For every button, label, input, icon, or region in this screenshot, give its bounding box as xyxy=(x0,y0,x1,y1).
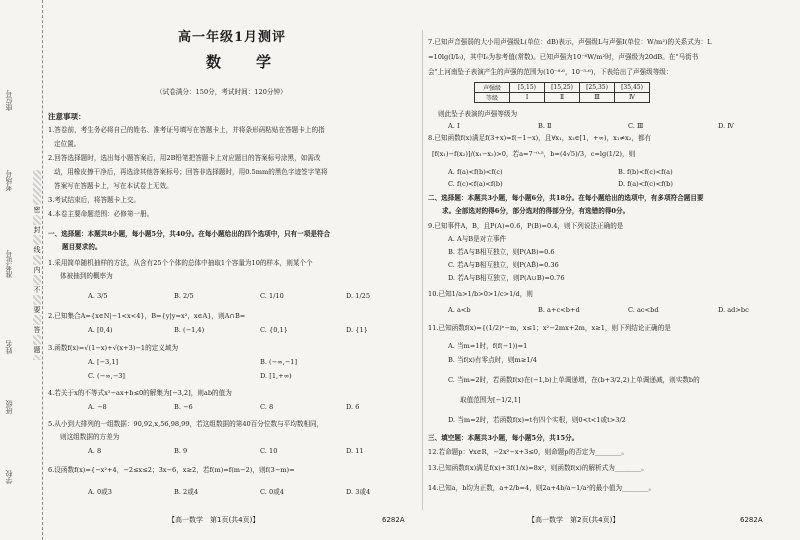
table-cell: Ⅱ xyxy=(545,93,580,103)
question-11-text: 11.已知函数f(x)={(1/2)ˣ−m，x≤1；x²−2mx+2m，x≥1，则下列结论正确的是 xyxy=(428,324,671,332)
table-cell: [5,15) xyxy=(510,83,545,93)
table-row xyxy=(475,83,650,93)
footer-code-2: 6282A xyxy=(740,516,763,524)
q2-option-d: D. {1} xyxy=(346,326,368,334)
question-7-text: 会"上河南坠子表演产生的声强的范围为(10⁻⁸·⁶，10⁻⁵·⁶)，下表给出了声强级等级： xyxy=(428,68,673,76)
notice-line: 2.回答选择题时，选出每小题答案后，用2B铅笔把答题卡上对应题目的答案标号涂黑，如需改 xyxy=(48,154,321,162)
question-12-text: 12.若命题p：∀x∈R，−2x²−x+3≤0，则命题p的否定为________。 xyxy=(428,448,628,456)
q8-option-d: D. f(a)<f(c)<f(b) xyxy=(618,180,673,188)
q10-option-d: D. ad>bc xyxy=(718,306,749,314)
seal-char: 要 xyxy=(33,306,41,314)
q11-option-c: C. 当m=2时，若函数f(x)在(−1,b)上单调递增，在(b+3/2,2)上单调递减，则实数b的 xyxy=(448,376,700,384)
question-1-text: 1.采用简单随机抽样的方法，从含有25个个体的总体中抽取1个容量为10的样本，则某个个 xyxy=(48,259,313,267)
exam-info: （试卷满分：150分，考试时间：120分钟） xyxy=(156,88,287,96)
q5-option-a: A. 8 xyxy=(88,447,102,455)
q4-option-d: D. 6 xyxy=(346,403,360,411)
q10-option-b: B. a+c<b+d xyxy=(538,306,580,314)
binding-label-room: 考场号 xyxy=(5,170,13,191)
question-6-text: 6.设函数f(x)={−x²+4，−2≤x≤2；3x−6，x≥2，若f(m)=f(m−2)，则f(3−m)= xyxy=(48,466,295,474)
notice-line: 动，用橡皮擦干净后，再选涂其他答案标号；回答非选择题时，用0.5mm的黑色字迹签字笔将 xyxy=(54,168,328,176)
q10-option-c: C. ac<bd xyxy=(628,306,659,314)
table-row xyxy=(475,93,650,103)
q4-option-a: A. −8 xyxy=(88,403,107,411)
q1-option-b: B. 2/5 xyxy=(174,292,194,300)
q9-option-c: C. 若A与B相互独立，则P(AB̄)=0.36 xyxy=(448,261,559,269)
question-4-text: 4.若关于x的不等式x²−ax+b≤0的解集为[−3,2]，则ab的值为 xyxy=(48,389,232,397)
sound-level-table xyxy=(474,82,650,103)
q2-option-b: B. (−1,4) xyxy=(174,326,205,334)
q8-option-c: C. f(c)<f(a)<f(b) xyxy=(448,180,503,188)
notice-line: 3.考试结束后，将答题卡上交。 xyxy=(48,196,141,204)
table-cell: Ⅳ xyxy=(615,93,650,103)
notice-line: 答案写在答题卡上，写在本试卷上无效。 xyxy=(54,182,173,190)
question-7-text: =10lg(I/I₀)，其中I₀为参考值(常数)。已知声强为10⁻⁶W/m²时，声强级为20dB。在"马街书 xyxy=(428,53,699,61)
page-2 xyxy=(428,0,796,540)
q9-option-d: D. 若A与B相互独立，则P(A∪B)=0.76 xyxy=(448,274,565,282)
footer-page-2: 【高一数学 第2页(共4页)】 xyxy=(528,516,620,524)
binding-label-school: 学校 xyxy=(5,470,13,484)
seal-char: 不 xyxy=(33,286,41,294)
page-divider xyxy=(422,30,423,510)
exam-subject: 数 学 xyxy=(206,53,282,71)
binding-label-class: 班级 xyxy=(5,400,13,414)
table-cell: 等级 xyxy=(475,93,510,103)
table-cell: Ⅰ xyxy=(510,93,545,103)
q3-option-c: C. (−∞,−3] xyxy=(88,372,125,380)
question-7-tail: 则此坠子表演的声强等级为 xyxy=(438,110,518,118)
q3-option-a: A. [−3,1] xyxy=(88,358,119,366)
q5-option-b: B. 9 xyxy=(174,447,188,455)
section1-heading: 一、选择题：本题共8小题，每小题5分，共40分。在每小题给出的四个选项中，只有一项是符合 xyxy=(48,230,331,238)
q11-option-a: A. 当m=1时，f(f(−1))=1 xyxy=(448,342,528,350)
question-7-text: 7.已知声音强弱的大小用声强级L(单位：dB)表示，声强级L与声强I(单位：W/m²)的关系式为：L xyxy=(428,38,712,46)
table-cell: 声强级 xyxy=(475,83,510,93)
q6-option-a: A. 0或3 xyxy=(88,488,112,496)
q2-option-c: C. {0,1} xyxy=(260,326,288,334)
notice-line: 定位置。 xyxy=(54,140,81,148)
q5-option-c: C. 10 xyxy=(260,447,278,455)
table-cell: [35,45) xyxy=(615,83,650,93)
q7-option-c: C. Ⅲ xyxy=(628,122,644,130)
q9-option-b: B. 若A与B相互独立，则P(AB)=0.6 xyxy=(448,248,555,256)
question-13-text: 13.已知函数f(x)满足f(x)+3f(1/x)=8x²，则函数f(x)的解析式为________。 xyxy=(428,464,648,472)
q3-option-b: B. (−∞,−1] xyxy=(260,358,298,366)
q6-option-b: B. 2或4 xyxy=(174,488,199,496)
question-5-text: 5.从小到大排列的一组数据：90,92,x,56,98,99，若这组数据的第40百分位数与平均数相同， xyxy=(48,420,324,428)
seal-char: 内 xyxy=(33,266,41,274)
binding-label-exam-number: 准考证号 xyxy=(5,250,13,278)
q1-option-d: D. 1/25 xyxy=(346,292,371,300)
notice-line: 4.本卷主要命题范围：必修第一册。 xyxy=(48,210,154,218)
question-10-text: 10.已知1/a>1/b>0>1/c>1/d，则 xyxy=(428,290,533,298)
footer-page-1: 【高一数学 第1页(共4页)】 xyxy=(168,516,260,524)
table-cell: [25,35) xyxy=(580,83,615,93)
q4-option-b: B. −6 xyxy=(174,403,193,411)
page-1 xyxy=(48,0,420,540)
q11-option-b: B. 当f(x)有零点时，则m≥1/4 xyxy=(448,356,537,364)
q8-option-b: B. f(b)<f(c)<f(a) xyxy=(618,168,673,176)
q7-option-d: D. Ⅳ xyxy=(718,122,734,130)
footer-code-1: 6282A xyxy=(382,516,405,524)
q9-option-a: A. A与B是对立事件 xyxy=(448,235,507,243)
seal-char: 题 xyxy=(33,346,41,354)
section2-heading: 二、选择题：本题共3小题，每小题6分，共18分。在每小题给出的选项中，有多项符合题目要 xyxy=(428,194,704,202)
q4-option-c: C. 8 xyxy=(260,403,274,411)
section2-heading-cont: 求。全部选对的得6分，部分选对的得部分分，有选错的得0分。 xyxy=(442,207,630,215)
q6-option-d: D. 3或4 xyxy=(346,488,371,496)
seal-char: 封 xyxy=(33,226,41,234)
q1-option-c: C. 1/10 xyxy=(260,292,284,300)
table-cell: Ⅲ xyxy=(580,93,615,103)
q10-option-a: A. a<b xyxy=(448,306,471,314)
q2-option-a: A. [0,4) xyxy=(88,326,113,334)
notice-line: 1.答卷前，考生务必将自己的姓名、准考证号填写在答题卡上，并将条形码粘贴在答题卡上的指 xyxy=(48,126,325,134)
question-5-text: 则这组数据的方差为 xyxy=(60,433,120,441)
q7-option-a: A. Ⅰ xyxy=(448,122,460,130)
binding-strip xyxy=(0,0,43,540)
seal-char: 密 xyxy=(33,206,41,214)
question-3-text: 3.函数f(x)=√(1−x)+√(x+3)−1的定义域为 xyxy=(48,344,179,352)
question-8-text: [f(x₁)−f(x₂)]/(x₁−x₂)>0，若a=7⁻⁰·⁵，b=(4√5)/3，c=lg(1/2)，则 xyxy=(432,150,636,158)
exam-title: 高一年级1月测评 xyxy=(178,30,287,45)
seal-char: 线 xyxy=(33,246,41,254)
section3-heading: 三、填空题：本题共3小题，每小题5分，共15分。 xyxy=(428,434,579,442)
q8-option-a: A. f(a)<f(b)<f(c) xyxy=(448,168,503,176)
question-2-text: 2.已知集合A={x∈N|−1<x<4}，B={y|y=x²，x∈A}，则A∩B= xyxy=(48,312,246,320)
binding-label-name: 姓名 xyxy=(5,340,13,354)
seal-char: 答 xyxy=(33,326,41,334)
binding-label-seat: 座位号 xyxy=(5,90,13,111)
question-9-text: 9.已知事件A，B，且P(A)=0.6，P(B)=0.4，则下列说法正确的是 xyxy=(428,222,624,230)
q5-option-d: D. 11 xyxy=(346,447,364,455)
q6-option-c: C. 0或4 xyxy=(260,488,284,496)
question-8-text: 8.已知函数f(x)满足f(3+x)=f(−1−x)，且∀x₁，x₂∈[1，+∞)，x₁≠x₂，都有 xyxy=(428,134,652,142)
notice-heading: 注意事项： xyxy=(48,112,86,121)
q7-option-b: B. Ⅱ xyxy=(538,122,552,130)
question-1-text: 体被抽到的概率为 xyxy=(60,272,113,280)
table-cell: [15,25) xyxy=(545,83,580,93)
q11-option-c-cont: 取值范围为[−1/2,1] xyxy=(460,396,521,404)
section1-heading-cont: 题目要求的。 xyxy=(62,243,102,251)
q11-option-d: D. 当m=2时，若函数f(x)=t有四个实根，则0<t<1或t>3/2 xyxy=(448,416,626,424)
q1-option-a: A. 3/5 xyxy=(88,292,108,300)
question-14-text: 14.已知a，b均为正数，a+2/b=4，则2a+4b/a−1/a²的最小值为________。 xyxy=(428,484,656,492)
q3-option-d: D. [1,+∞) xyxy=(260,372,292,380)
